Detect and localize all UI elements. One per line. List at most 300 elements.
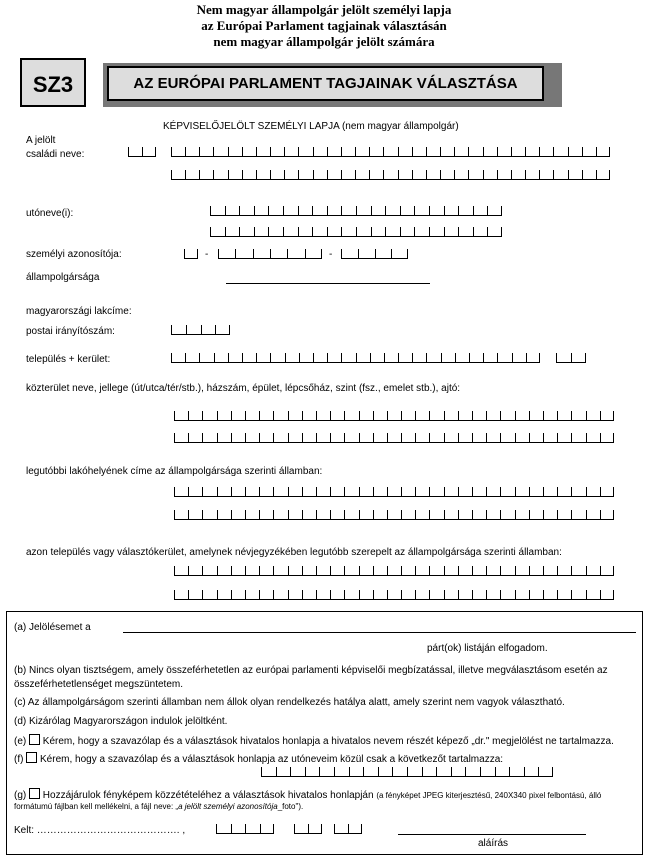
box-divider [552, 767, 553, 777]
box-divider [483, 170, 484, 180]
declaration-f-text: Kérem, hogy a szavazólap és a választások honlapja az utóneveim közül csak a következőt tartalmazza: [40, 754, 504, 765]
box-divider [217, 411, 218, 421]
personal-id-dash-1: - [205, 249, 209, 260]
box-divider [344, 433, 345, 443]
box-divider [600, 590, 601, 600]
box-divider [415, 590, 416, 600]
party-name-line[interactable] [123, 632, 636, 633]
box-divider [359, 411, 360, 421]
box-divider [497, 170, 498, 180]
box-divider [202, 411, 203, 421]
box-divider [557, 566, 558, 576]
box-divider [515, 411, 516, 421]
settlement-label: település + kerület: [26, 354, 111, 365]
declaration-e-text: Kérem, hogy a szavazólap és a választások hivatalos honlapja a hivatalos nevem részét képező „dr." megjelölést ne tartalmazza. [42, 736, 614, 747]
constituency-row-1[interactable] [174, 566, 614, 576]
street-label: közterület neve, jellege (út/utca/tér/stb.), házszám, épület, lépcsőház, szint (fsz., emelet stb.), ajtó: [26, 383, 461, 394]
box-divider [260, 824, 261, 834]
box-divider [188, 590, 189, 600]
constituency-label: azon település vagy választókerület, amelynek névjegyzékében legutóbb szerepelt az állampolgársága szerinti államban: [26, 547, 562, 558]
box-divider [440, 147, 441, 157]
box-divider [398, 170, 399, 180]
box-divider [298, 227, 299, 237]
declaration-a-label: (a) Jelölésemet a [14, 622, 91, 633]
box-divider [330, 411, 331, 421]
box-divider [426, 353, 427, 363]
box-divider [407, 249, 408, 259]
box-divider [373, 510, 374, 520]
box-divider [444, 227, 445, 237]
box-divider [231, 487, 232, 497]
box-divider [444, 510, 445, 520]
box-divider [217, 510, 218, 520]
box-divider [556, 353, 557, 363]
box-divider [529, 510, 530, 520]
box-divider [210, 227, 211, 237]
personal-id-dash-2: - [329, 249, 333, 260]
box-divider [515, 433, 516, 443]
box-divider [273, 566, 274, 576]
box-divider [529, 487, 530, 497]
box-divider [363, 767, 364, 777]
box-divider [458, 487, 459, 497]
box-divider [414, 206, 415, 216]
candidate-label: A jelölt [26, 135, 56, 146]
box-divider [313, 353, 314, 363]
citizenship-line[interactable] [226, 283, 430, 284]
box-divider [501, 227, 502, 237]
box-divider [429, 433, 430, 443]
declaration-g-note-row [14, 802, 303, 811]
box-divider [188, 510, 189, 520]
declaration-e-checkbox[interactable] [29, 734, 40, 745]
box-divider [486, 590, 487, 600]
box-divider [600, 510, 601, 520]
box-divider [273, 487, 274, 497]
box-divider [171, 170, 172, 180]
box-divider [330, 566, 331, 576]
box-divider [245, 411, 246, 421]
box-divider [290, 767, 291, 777]
box-divider [557, 590, 558, 600]
box-divider [436, 767, 437, 777]
personal-id-part-1[interactable] [184, 249, 198, 259]
street-row-1[interactable] [174, 411, 614, 421]
street-row-2[interactable] [174, 433, 614, 443]
declaration-g-checkbox[interactable] [29, 788, 40, 799]
citizenship-label: állampolgársága [26, 272, 100, 283]
box-divider [571, 566, 572, 576]
box-divider [458, 590, 459, 600]
box-divider [387, 487, 388, 497]
box-divider [441, 353, 442, 363]
box-divider [186, 325, 187, 335]
box-divider [341, 227, 342, 237]
box-divider [429, 487, 430, 497]
box-divider [330, 487, 331, 497]
box-divider [284, 170, 285, 180]
box-divider [613, 433, 614, 443]
box-divider [458, 433, 459, 443]
personal-id-part-2[interactable] [218, 249, 322, 259]
box-divider [543, 433, 544, 443]
box-divider [468, 147, 469, 157]
last-residence-row-2[interactable] [174, 510, 614, 520]
box-divider [202, 433, 203, 443]
box-divider [571, 411, 572, 421]
box-divider [458, 566, 459, 576]
box-divider [268, 206, 269, 216]
box-divider [429, 227, 430, 237]
box-divider [355, 147, 356, 157]
box-divider [316, 510, 317, 520]
family-name-label: családi neve: [26, 149, 85, 160]
box-divider [373, 433, 374, 443]
box-divider [356, 206, 357, 216]
box-divider [245, 590, 246, 600]
form-code: SZ3 [20, 58, 86, 107]
box-divider [341, 206, 342, 216]
box-divider [383, 170, 384, 180]
box-divider [539, 353, 540, 363]
box-divider [199, 147, 200, 157]
box-divider [245, 510, 246, 520]
box-divider [361, 824, 362, 834]
box-divider [213, 170, 214, 180]
box-divider [231, 510, 232, 520]
box-divider [383, 147, 384, 157]
box-divider [327, 353, 328, 363]
box-divider [582, 170, 583, 180]
box-divider [330, 433, 331, 443]
box-divider [321, 249, 322, 259]
postal-code-boxes[interactable] [171, 325, 230, 335]
box-divider [349, 767, 350, 777]
box-divider [511, 170, 512, 180]
box-divider [373, 590, 374, 600]
box-divider [174, 566, 175, 576]
box-divider [341, 147, 342, 157]
box-divider [273, 411, 274, 421]
box-divider [213, 147, 214, 157]
declaration-f-checkbox[interactable] [26, 752, 37, 763]
box-divider [358, 249, 359, 259]
settlement-boxes[interactable] [171, 353, 540, 363]
box-divider [319, 767, 320, 777]
declaration-g-row [14, 788, 601, 801]
box-divider [529, 566, 530, 576]
box-divider [259, 433, 260, 443]
box-divider [468, 170, 469, 180]
box-divider [525, 170, 526, 180]
box-divider [313, 147, 314, 157]
box-divider [188, 411, 189, 421]
box-divider [472, 566, 473, 576]
box-divider [454, 147, 455, 157]
box-divider [543, 510, 544, 520]
date-year-boxes[interactable] [216, 824, 274, 834]
box-divider [543, 590, 544, 600]
box-divider [298, 170, 299, 180]
box-divider [415, 510, 416, 520]
title-prefix-boxes[interactable] [128, 147, 156, 157]
box-divider [261, 767, 262, 777]
box-divider [302, 590, 303, 600]
box-divider [568, 147, 569, 157]
box-divider [401, 590, 402, 600]
family-name-row-1[interactable] [171, 147, 610, 157]
box-divider [302, 566, 303, 576]
box-divider [387, 411, 388, 421]
box-divider [344, 487, 345, 497]
box-divider [401, 433, 402, 443]
box-divider [371, 206, 372, 216]
box-divider [202, 590, 203, 600]
date-label: Kelt: ……………………………………. , [14, 825, 186, 836]
box-divider [529, 590, 530, 600]
box-divider [500, 510, 501, 520]
box-divider [480, 767, 481, 777]
box-divider [486, 566, 487, 576]
subtitle: KÉPVISELŐJELÖLT SZEMÉLYI LAPJA (nem magyar állampolgár) [163, 121, 459, 132]
box-divider [174, 590, 175, 600]
last-residence-row-1[interactable] [174, 487, 614, 497]
box-divider [259, 590, 260, 600]
box-divider [444, 411, 445, 421]
box-divider [586, 433, 587, 443]
box-divider [582, 147, 583, 157]
box-divider [500, 487, 501, 497]
box-divider [185, 353, 186, 363]
signature-line[interactable] [398, 834, 586, 835]
box-divider [259, 411, 260, 421]
box-divider [231, 824, 232, 834]
box-divider [613, 566, 614, 576]
declaration-c: (c) Az állampolgárságom szerinti államban nem állok olyan rendelkezés hatálya alatt, amely szerint nem vagyok választható. [14, 697, 565, 708]
box-divider [359, 590, 360, 600]
box-divider [465, 767, 466, 777]
box-divider [341, 249, 342, 259]
box-divider [341, 353, 342, 363]
box-divider [231, 411, 232, 421]
given-names-row-1[interactable] [210, 206, 502, 216]
box-divider [199, 170, 200, 180]
box-divider [500, 590, 501, 600]
family-name-row-2[interactable] [171, 170, 610, 180]
box-divider [486, 510, 487, 520]
box-divider [270, 353, 271, 363]
box-divider [422, 767, 423, 777]
personal-id-part-3[interactable] [341, 249, 408, 259]
box-divider [369, 147, 370, 157]
box-divider [298, 206, 299, 216]
box-divider [344, 566, 345, 576]
box-divider [327, 170, 328, 180]
box-divider [302, 433, 303, 443]
box-divider [202, 566, 203, 576]
box-divider [538, 767, 539, 777]
box-divider [401, 487, 402, 497]
box-divider [472, 510, 473, 520]
box-divider [586, 510, 587, 520]
box-divider [613, 411, 614, 421]
box-divider [359, 487, 360, 497]
box-divider [216, 824, 217, 834]
box-divider [171, 147, 172, 157]
box-divider [215, 325, 216, 335]
box-divider [359, 566, 360, 576]
box-divider [245, 566, 246, 576]
box-divider [458, 206, 459, 216]
box-divider [217, 487, 218, 497]
box-divider [285, 353, 286, 363]
box-divider [356, 227, 357, 237]
box-divider [327, 147, 328, 157]
header-line-3: nem magyar állampolgár jelölt számára [213, 34, 435, 49]
given-names-row-2[interactable] [210, 227, 502, 237]
box-divider [458, 411, 459, 421]
box-divider [401, 510, 402, 520]
box-divider [586, 566, 587, 576]
box-divider [539, 147, 540, 157]
declaration-g-text: Hozzájárulok fényképem közzétételéhez a választások hivatalos honlapján [42, 790, 374, 801]
box-divider [217, 590, 218, 600]
box-divider [596, 170, 597, 180]
box-divider [371, 227, 372, 237]
box-divider [486, 433, 487, 443]
box-divider [398, 353, 399, 363]
box-divider [472, 487, 473, 497]
box-divider [199, 353, 200, 363]
box-divider [256, 170, 257, 180]
box-divider [270, 147, 271, 157]
box-divider [511, 147, 512, 157]
box-divider [454, 170, 455, 180]
box-divider [273, 824, 274, 834]
box-divider [500, 433, 501, 443]
box-divider [228, 147, 229, 157]
box-divider [171, 325, 172, 335]
box-divider [344, 510, 345, 520]
box-divider [412, 147, 413, 157]
box-divider [373, 411, 374, 421]
box-divider [429, 206, 430, 216]
box-divider [609, 147, 610, 157]
box-divider [142, 147, 143, 157]
box-divider [426, 170, 427, 180]
box-divider [586, 590, 587, 600]
box-divider [524, 767, 525, 777]
declaration-e-prefix: (e) [14, 736, 27, 747]
box-divider [487, 227, 488, 237]
box-divider [543, 411, 544, 421]
box-divider [613, 590, 614, 600]
box-divider [568, 170, 569, 180]
box-divider [586, 487, 587, 497]
box-divider [239, 206, 240, 216]
box-divider [451, 767, 452, 777]
box-divider [312, 206, 313, 216]
date-day-boxes[interactable] [334, 824, 362, 834]
box-divider [392, 767, 393, 777]
box-divider [401, 566, 402, 576]
header-line-2: az Európai Parlament tagjainak választásán [201, 18, 447, 33]
box-divider [483, 353, 484, 363]
declaration-e-row [14, 734, 614, 747]
box-divider [334, 824, 335, 834]
district-boxes[interactable] [556, 353, 586, 363]
box-divider [283, 227, 284, 237]
box-divider [414, 227, 415, 237]
box-divider [600, 433, 601, 443]
date-month-boxes[interactable] [294, 824, 322, 834]
box-divider [426, 147, 427, 157]
box-divider [288, 433, 289, 443]
box-divider [344, 590, 345, 600]
box-divider [526, 353, 527, 363]
declaration-g-note-3: _foto"). [277, 802, 304, 811]
box-divider [316, 411, 317, 421]
box-divider [305, 249, 306, 259]
selected-given-name-boxes[interactable] [261, 767, 553, 777]
box-divider [259, 566, 260, 576]
box-divider [509, 767, 510, 777]
box-divider [217, 566, 218, 576]
box-divider [288, 411, 289, 421]
box-divider [387, 566, 388, 576]
box-divider [254, 227, 255, 237]
box-divider [472, 433, 473, 443]
box-divider [458, 227, 459, 237]
box-divider [440, 170, 441, 180]
postal-code-label: postai irányítószám: [26, 326, 115, 337]
box-divider [515, 510, 516, 520]
box-divider [276, 767, 277, 777]
hungarian-address-label: magyarországi lakcíme: [26, 306, 132, 317]
box-divider [316, 433, 317, 443]
box-divider [242, 170, 243, 180]
box-divider [401, 411, 402, 421]
box-divider [378, 767, 379, 777]
box-divider [444, 433, 445, 443]
box-divider [515, 590, 516, 600]
box-divider [387, 510, 388, 520]
box-divider [444, 206, 445, 216]
box-divider [330, 510, 331, 520]
box-divider [239, 227, 240, 237]
box-divider [455, 353, 456, 363]
box-divider [384, 353, 385, 363]
box-divider [316, 487, 317, 497]
box-divider [387, 590, 388, 600]
box-divider [348, 824, 349, 834]
box-divider [288, 590, 289, 600]
banner-title: AZ EURÓPAI PARLAMENT TAGJAINAK VÁLASZTÁSA [107, 66, 544, 101]
constituency-row-2[interactable] [174, 590, 614, 600]
box-divider [334, 767, 335, 777]
header-line-1: Nem magyar állampolgár jelölt személyi lapja [196, 2, 452, 17]
box-divider [359, 510, 360, 520]
box-divider [472, 590, 473, 600]
box-divider [312, 227, 313, 237]
box-divider [174, 487, 175, 497]
box-divider [500, 566, 501, 576]
box-divider [613, 487, 614, 497]
box-divider [512, 353, 513, 363]
box-divider [557, 411, 558, 421]
box-divider [185, 170, 186, 180]
box-divider [415, 433, 416, 443]
